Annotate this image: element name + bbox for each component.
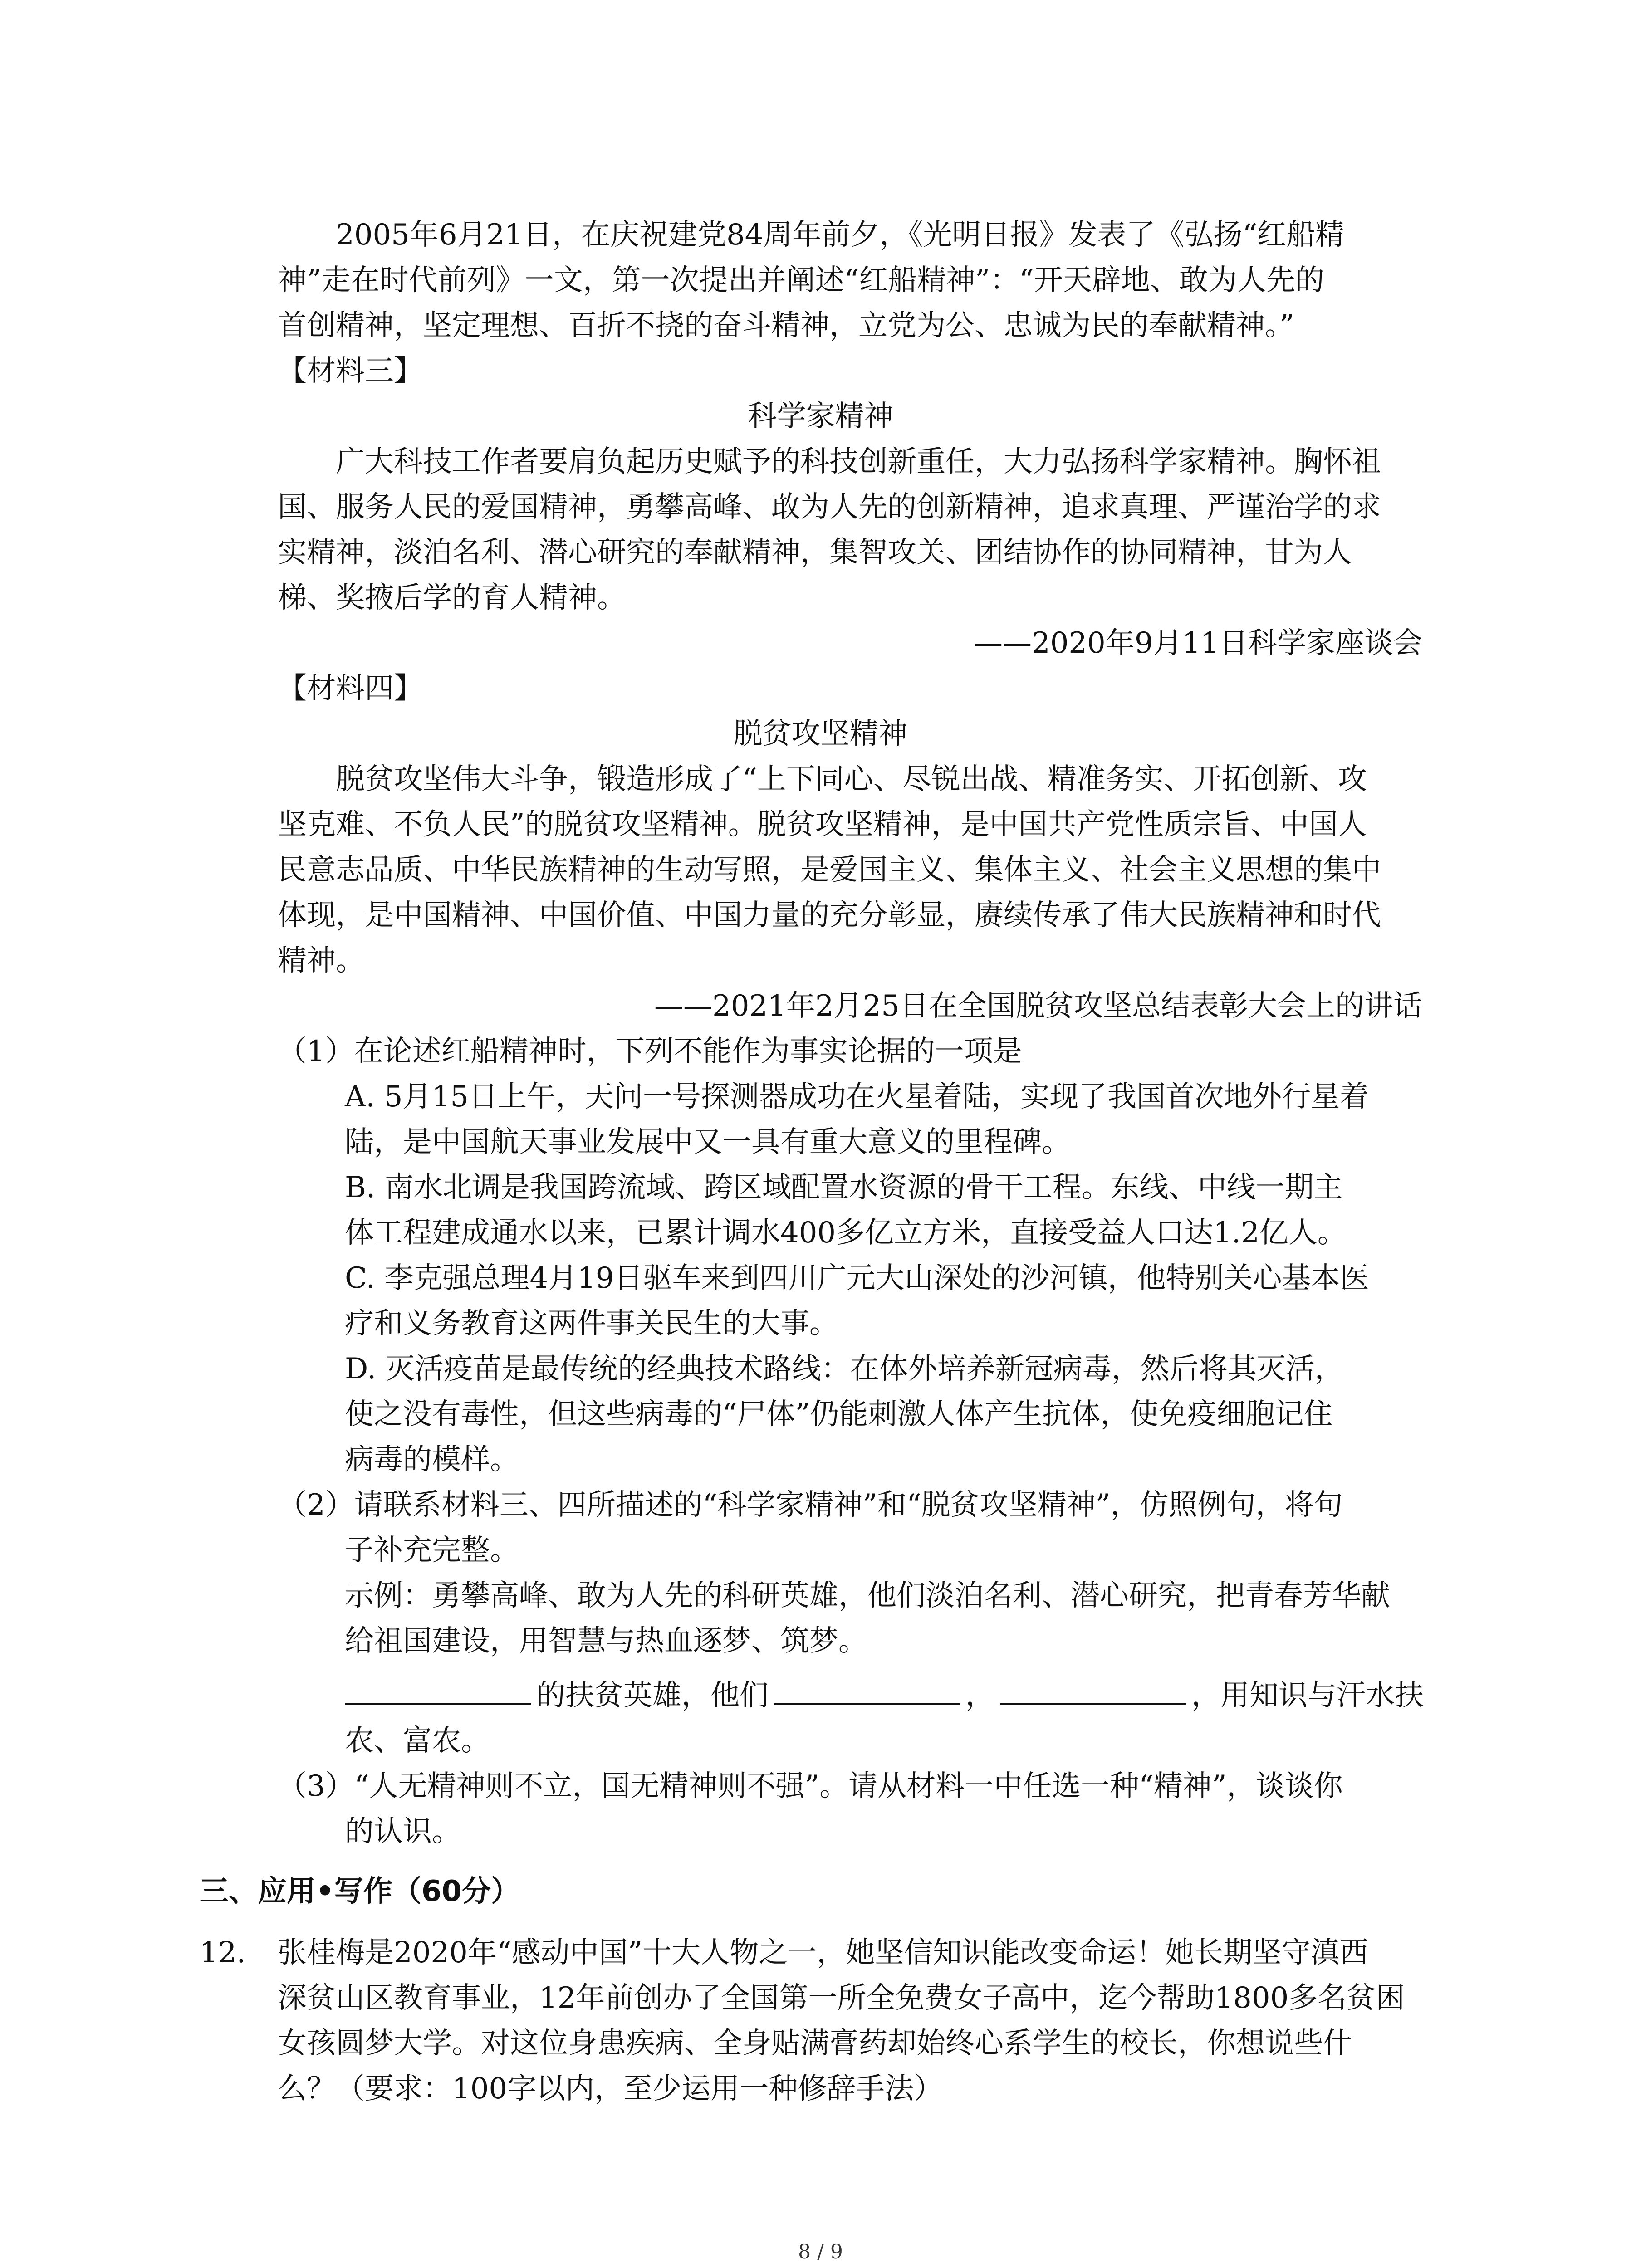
material3-title: 科学家精神 <box>748 400 893 433</box>
page-number: 8 / 9 <box>798 2240 843 2263</box>
material3-line-4: 梯、奖掖后学的育人精神。 <box>278 581 626 615</box>
material2-line-2: 神”走在时代前列》一文，第一次提出并阐述“红船精神”：“开天辟地、敢为人先的 <box>278 264 1324 297</box>
q1-option-b-line-2: 体工程建成通水以来，已累计调水400多亿立方米，直接受益人口达1.2亿人。 <box>345 1216 1347 1250</box>
material4-label: 【材料四】 <box>278 672 423 705</box>
q2-fill-line-2: 农、富农。 <box>345 1724 490 1758</box>
q1-option-a-line-2: 陆，是中国航天事业发展中又一具有重大意义的里程碑。 <box>345 1125 1071 1159</box>
q1-option-a-line-1: A. 5月15日上午，天问一号探测器成功在火星着陆，实现了我国首次地外行星着 <box>345 1080 1369 1114</box>
q1-option-d-line-1: D. 灭活疫苗是最传统的经典技术路线：在体外培养新冠病毒，然后将其灭活， <box>345 1352 1344 1386</box>
material4-line-2: 坚克难、不负人民”的脱贫攻坚精神。脱贫攻坚精神，是中国共产党性质宗旨、中国人 <box>278 808 1367 841</box>
q12-number: 12. <box>200 1936 246 1970</box>
q12-line-3: 女孩圆梦大学。对这位身患疾病、全身贴满膏药却始终心系学生的校长，你想说些什 <box>278 2027 1352 2060</box>
q2-example-line-1: 示例：勇攀高峰、敢为人先的科研英雄，他们淡泊名利、潜心研究，把青春芳华献 <box>345 1579 1390 1613</box>
q2-fill-text-3: ，用知识与汗水扶 <box>1191 1679 1424 1712</box>
answer-blank-3[interactable] <box>1000 1675 1186 1705</box>
section-heading: 三、应用•写作（60分） <box>200 1875 520 1908</box>
material3-line-1: 广大科技工作者要肩负起历史赋予的科技创新重任，大力弘扬科学家精神。胸怀祖 <box>336 445 1381 479</box>
material4-source: ——2021年2月25日在全国脱贫攻坚总结表彰大会上的讲话 <box>654 989 1422 1023</box>
material4-line-4: 体现，是中国精神、中国价值、中国力量的充分彰显，赓续传承了伟大民族精神和时代 <box>278 899 1381 932</box>
material4-line-1: 脱贫攻坚伟大斗争，锻造形成了“上下同心、尽锐出战、精准务实、开拓创新、攻 <box>336 763 1367 796</box>
q2-example-line-2: 给祖国建设，用智慧与热血逐梦、筑梦。 <box>345 1624 867 1658</box>
q1-option-d-line-3: 病毒的模样。 <box>345 1443 519 1476</box>
q1-option-c-line-2: 疗和义务教育这两件事关民生的大事。 <box>345 1307 838 1340</box>
material3-source: ——2020年9月11日科学家座谈会 <box>973 626 1422 660</box>
material2-line-1: 2005年6月21日，在庆祝建党84周年前夕，《光明日报》发表了《弘扬“红船精 <box>336 218 1345 252</box>
q12-line-4: 么？（要求：100字以内，至少运用一种修辞手法） <box>278 2072 943 2106</box>
q2-fill-text-1: 的扶贫英雄，他们 <box>536 1679 769 1712</box>
material3-label: 【材料三】 <box>278 354 423 388</box>
q2-fill-line-1 <box>345 1673 1424 1718</box>
answer-blank-2[interactable] <box>774 1675 960 1705</box>
q2-stem-line-1: （2）请联系材料三、四所描述的“科学家精神”和“脱贫攻坚精神”，仿照例句，将句 <box>278 1488 1343 1522</box>
material3-line-3: 实精神，淡泊名利、潜心研究的奉献精神，集智攻关、团结协作的协同精神，甘为人 <box>278 536 1352 569</box>
q12-line-1: 张桂梅是2020年“感动中国”十大人物之一，她坚信知识能改变命运！她长期坚守滇西 <box>278 1936 1369 1970</box>
q1-option-b-line-1: B. 南水北调是我国跨流域、跨区域配置水资源的骨干工程。东线、中线一期主 <box>345 1171 1343 1204</box>
q1-option-c-line-1: C. 李克强总理4月19日驱车来到四川广元大山深处的沙河镇，他特别关心基本医 <box>345 1261 1369 1295</box>
q2-fill-text-2: ， <box>965 1679 994 1712</box>
q12-line-2: 深贫山区教育事业，12年前创办了全国第一所全免费女子高中，迄今帮助1800多名贫困 <box>278 1981 1405 2015</box>
q1-stem: （1）在论述红船精神时，下列不能作为事实论据的一项是 <box>278 1035 1022 1068</box>
material4-line-5: 精神。 <box>278 944 365 978</box>
q3-line-2: 的认识。 <box>345 1815 461 1848</box>
material2-line-3: 首创精神，坚定理想、百折不挠的奋斗精神，立党为公、忠诚为民的奉献精神。” <box>278 309 1294 342</box>
material4-line-3: 民意志品质、中华民族精神的生动写照，是爱国主义、集体主义、社会主义思想的集中 <box>278 853 1381 887</box>
q3-line-1: （3）“人无精神则不立，国无精神则不强”。请从材料一中任选一种“精神”，谈谈你 <box>278 1769 1343 1803</box>
material4-title: 脱贫攻坚精神 <box>733 717 908 751</box>
q2-stem-line-2: 子补充完整。 <box>345 1534 519 1567</box>
q1-option-d-line-2: 使之没有毒性，但这些病毒的“尸体”仍能刺激人体产生抗体，使免疫细胞记住 <box>345 1398 1333 1431</box>
answer-blank-1[interactable] <box>345 1675 531 1705</box>
material3-line-2: 国、服务人民的爱国精神，勇攀高峰、敢为人先的创新精神，追求真理、严谨治学的求 <box>278 490 1381 524</box>
